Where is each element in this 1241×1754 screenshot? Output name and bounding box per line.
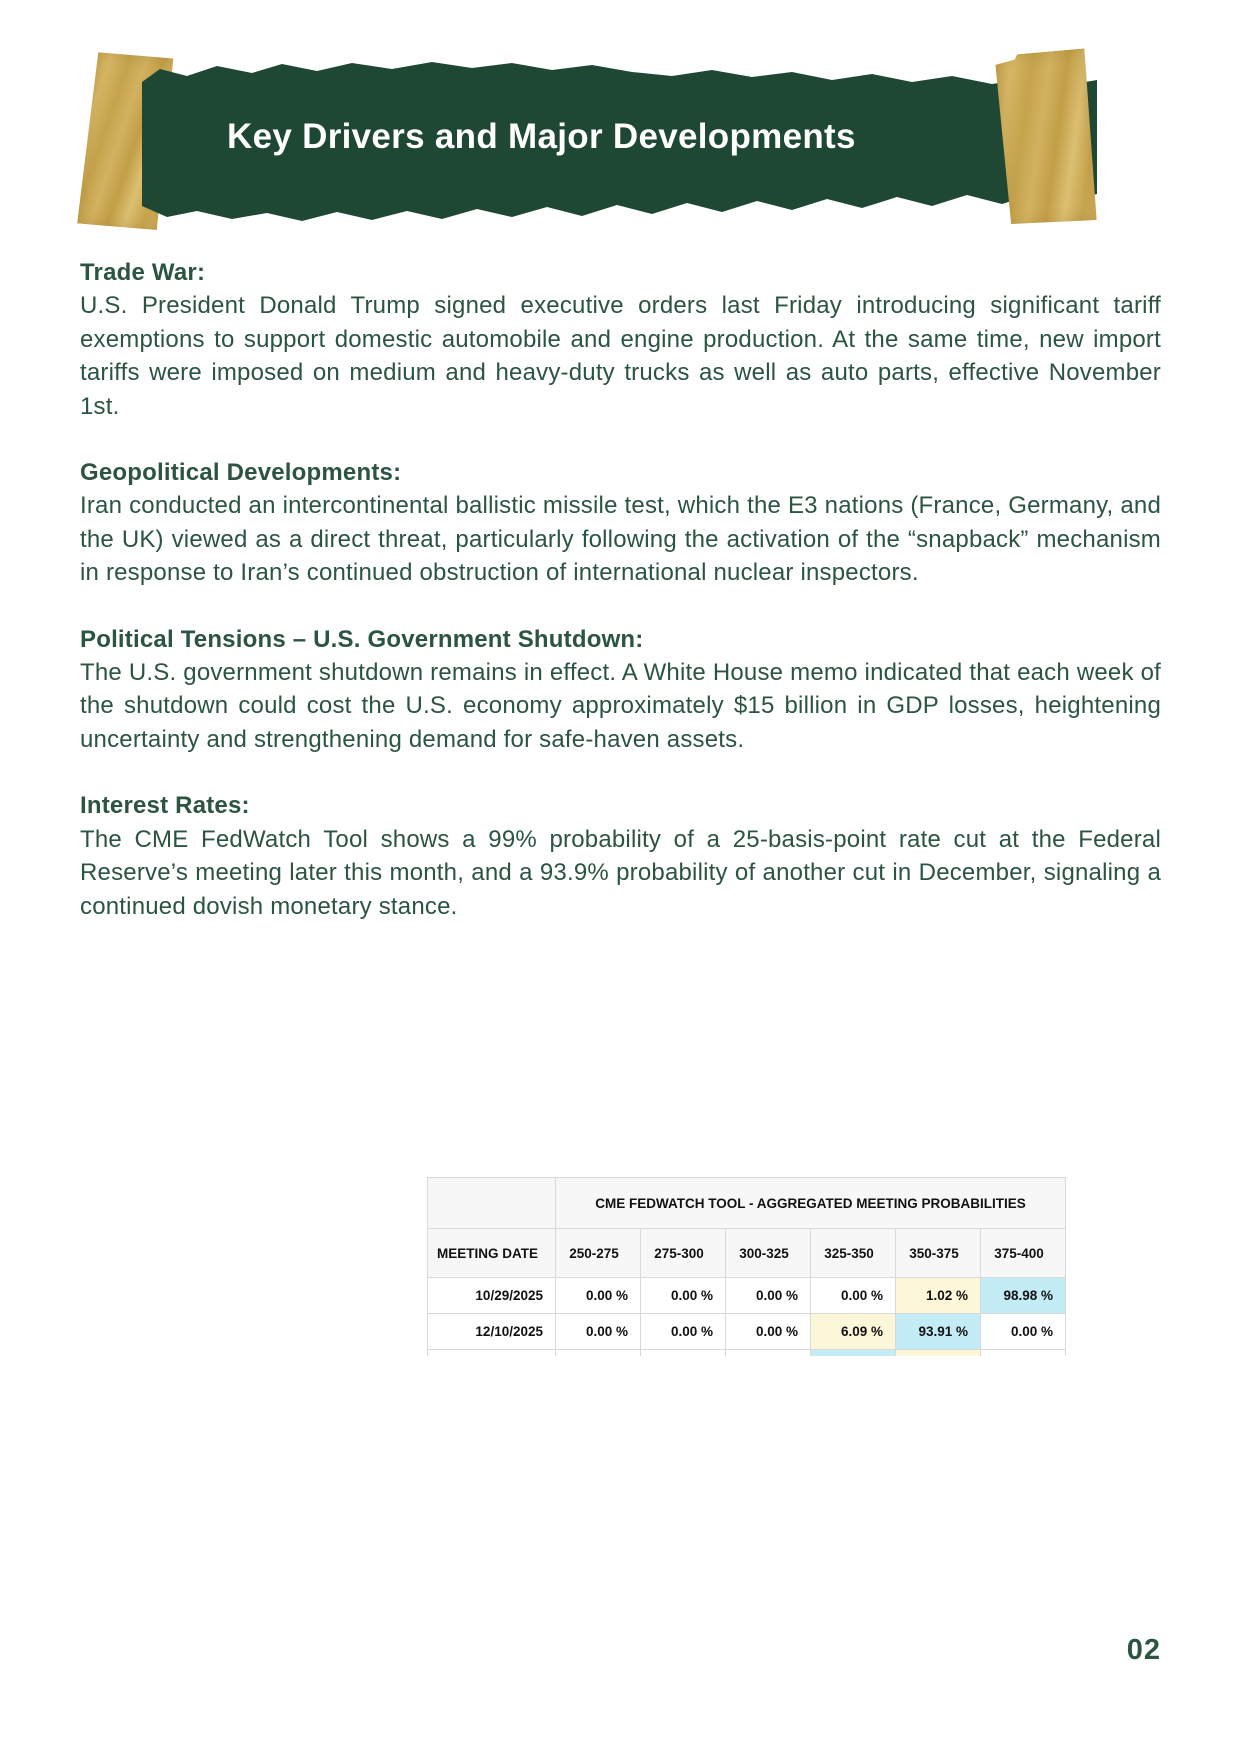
table-title-row	[428, 1178, 1066, 1229]
probability-cell-highlight-blue: 93.91 %	[896, 1314, 981, 1350]
body-text	[80, 256, 1161, 923]
probability-cell: 0.00 %	[556, 1278, 641, 1314]
page-title: Key Drivers and Major Developments	[227, 117, 856, 156]
probability-cell: 0.00 %	[726, 1314, 811, 1350]
section-heading: Interest Rates:	[80, 792, 250, 820]
banner-area	[0, 0, 1241, 260]
column-header: 250-275	[556, 1229, 641, 1278]
section-trade-war	[80, 256, 1161, 423]
table-cropped-row	[428, 1350, 1066, 1357]
column-header: 375-400	[981, 1229, 1066, 1278]
section-heading: Trade War:	[80, 259, 206, 286]
section-body: Iran conducted an intercontinental ballistic missile test, which the E3 nations (France, Germany, and the UK) viewed as a direct threat, particularly following the activation of the “snapback” mechanism in response to Iran’s continued obstruction of international nuclear inspectors.	[80, 492, 1161, 587]
probability-cell: 0.00 %	[726, 1278, 811, 1314]
column-header: 275-300	[641, 1229, 726, 1278]
section-body: The CME FedWatch Tool shows a 99% probability of a 25-basis-point rate cut at the Federal Reserve’s meeting later this month, and a 93.9% probability of another cut in December, signaling a continued dovish monetary stance.	[80, 825, 1161, 920]
section-political-tensions	[80, 623, 1161, 757]
probability-cell-highlight-blue: 98.98 %	[981, 1278, 1066, 1314]
probability-cell: 0.00 %	[811, 1278, 896, 1314]
meeting-date-cell: 12/10/2025	[428, 1314, 556, 1350]
banner-torn-paper	[142, 56, 1097, 224]
table-row	[428, 1278, 1066, 1314]
column-header: 325-350	[811, 1229, 896, 1278]
probability-cell: 0.00 %	[556, 1314, 641, 1350]
probability-cell-highlight-yellow: 6.09 %	[811, 1314, 896, 1350]
probability-cell: 0.00 %	[641, 1314, 726, 1350]
probability-cell: 0.00 %	[981, 1314, 1066, 1350]
page-number: 02	[1126, 1634, 1161, 1666]
meeting-date-cell: 10/29/2025	[428, 1278, 556, 1314]
section-heading: Geopolitical Developments:	[80, 459, 402, 487]
table-row	[428, 1314, 1066, 1350]
table-title: CME FEDWATCH TOOL - AGGREGATED MEETING PROBABILITIES	[556, 1178, 1066, 1229]
section-geopolitical	[80, 456, 1161, 590]
tape-right-decoration	[995, 48, 1100, 227]
column-header: 350-375	[896, 1229, 981, 1278]
table-corner-cell	[428, 1178, 556, 1229]
fedwatch-probabilities-table	[427, 1177, 1066, 1356]
section-body: U.S. President Donald Trump signed executive orders last Friday introducing significant tariff exemptions to support domestic automobile and engine production. At the same time, new import tariffs were imposed on medium and heavy-duty trucks as well as auto parts, effective November 1st.	[80, 292, 1161, 420]
section-interest-rates	[80, 789, 1161, 923]
probability-cell-highlight-yellow: 1.02 %	[896, 1278, 981, 1314]
probability-cell: 0.00 %	[641, 1278, 726, 1314]
column-header: MEETING DATE	[428, 1229, 556, 1278]
column-header: 300-325	[726, 1229, 811, 1278]
section-body: The U.S. government shutdown remains in effect. A White House memo indicated that each week of the shutdown could cost the U.S. economy approximately $15 billion in GDP losses, heightening uncertainty and strengthening demand for safe-haven assets.	[80, 659, 1161, 753]
table-header-row	[428, 1229, 1066, 1278]
section-heading: Political Tensions – U.S. Government Shutdown:	[80, 625, 644, 653]
